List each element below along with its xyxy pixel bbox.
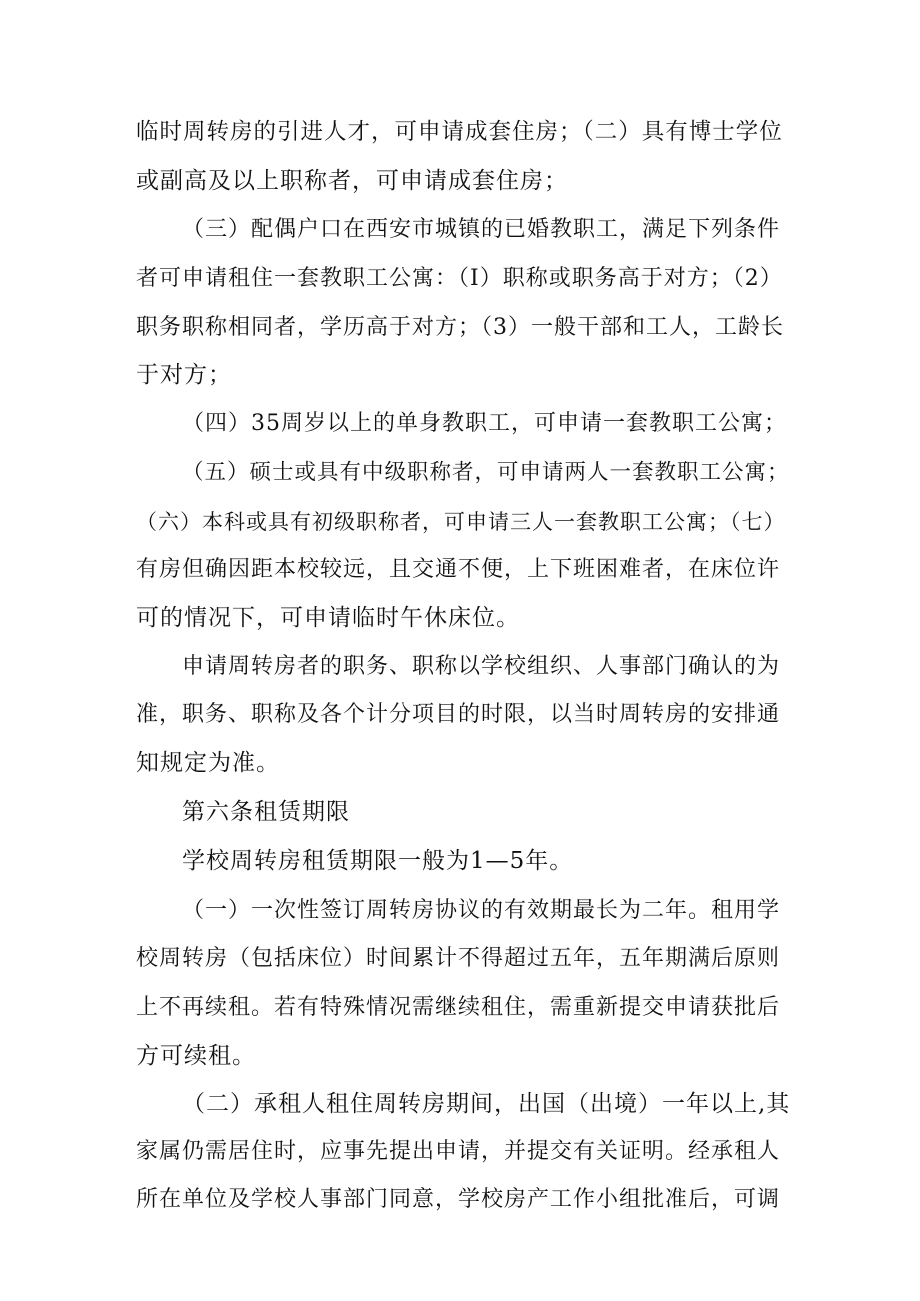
text-line: 有房但确因距本校较远，且交通不便，上下班困难者，在床位许 [136,557,781,582]
text-line: 申请周转房者的职务、职称以学校组织、人事部门确认的为 [182,654,781,679]
section-heading: 第六条租赁期限 [182,799,350,825]
text-line: （五）硕士或具有中级职称者，可申请两人一套教职工公寓； [182,460,790,485]
text-line: 家属仍需居住时，应事先提出申请，并提交有关证明。经承租人 [136,1139,781,1164]
text-line: 学校周转房租赁期限一般为1—5年。 [182,848,574,874]
text-line: 上不再续租。若有特殊情况需继续租住，需重新提交申请获批后 [136,995,781,1020]
text-line: 知规定为准。 [136,750,280,776]
text-line: 临时周转房的引进人才，可申请成套住房；（二）具有博士学位 [136,119,783,145]
text-line: 职务职称相同者，学历高于对方；（3）一般干部和工人，工龄长 [136,315,784,340]
text-line: 可的情况下，可申请临时午休床位。 [136,605,520,631]
text-line: 准，职务、职称及各个计分项目的时限，以当时周转房的安排通 [136,702,781,727]
text-line: （四）35周岁以上的单身教职工，可申请一套教职工公寓； [182,411,787,436]
text-line: 校周转房（包括床位）时间累计不得超过五年，五年期满后原则 [136,946,781,971]
text-line: （二）承租人租住周转房期间，出国（出境）一年以上,其 [182,1091,791,1117]
text-line: 于对方； [136,362,232,388]
text-line: （一）一次性签订周转房协议的有效期最长为二年。租用学 [182,898,781,923]
text-line: （六）本科或具有初级职称者，可申请三人一套教职工公寓；（七） [136,510,786,534]
text-line: 所在单位及学校人事部门同意，学校房产工作小组批准后，可调 [136,1187,781,1212]
text-line: （三）配偶户口在西安市城镇的已婚教职工，满足下列条件 [182,217,781,242]
text-line: 方可续租。 [136,1043,256,1069]
text-line: 或副高及以上职称者，可申请成套住房； [136,168,568,194]
text-line: 者可申请租住一套教职工公寓：（I）职称或职务高于对方；（2） [136,266,783,291]
